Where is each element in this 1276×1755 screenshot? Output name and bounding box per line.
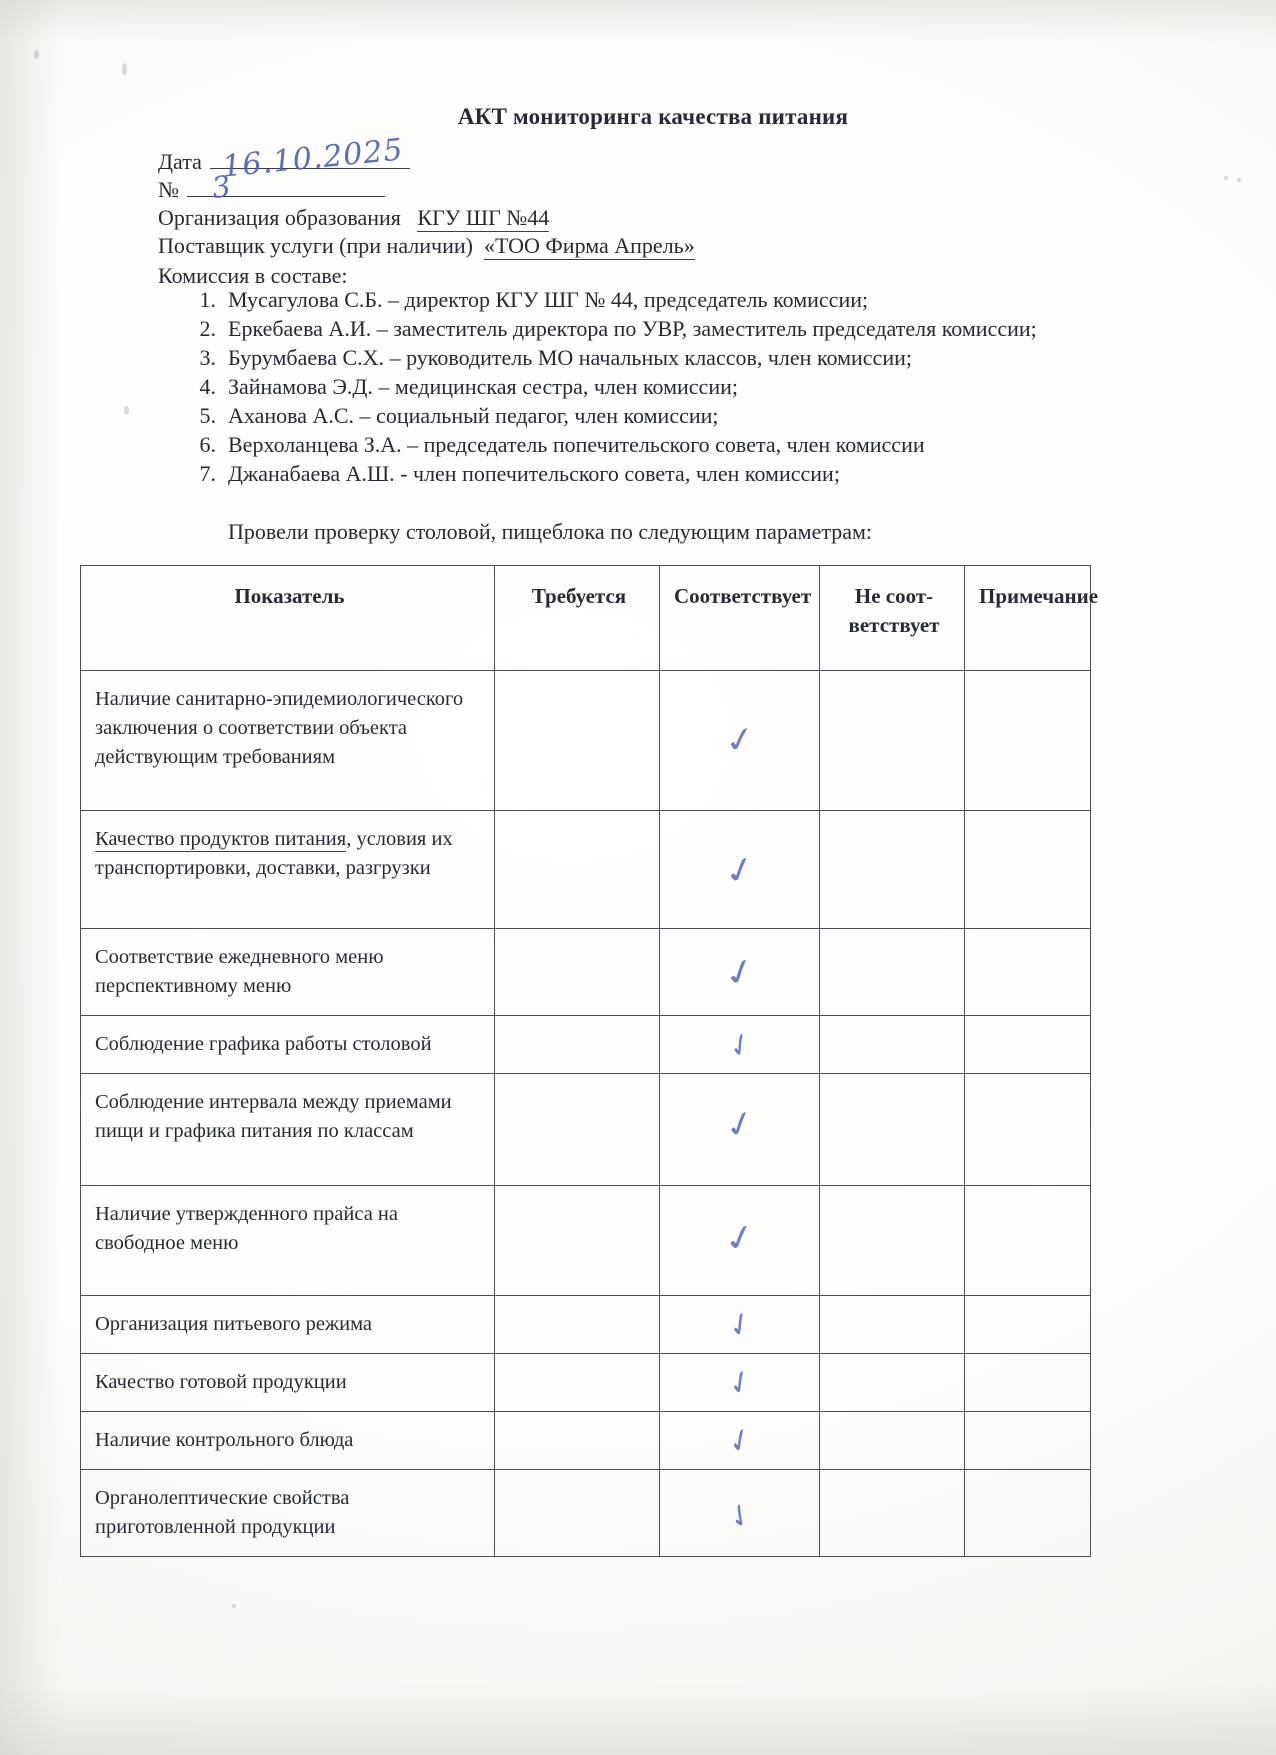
inspection-intro-text: Провели проверку столовой, пищеблока по следующим параметрам: xyxy=(228,519,873,544)
cell-indicator: Наличие санитарно-эпидемиологического заключения о соответствии объекта действующим требованиям xyxy=(81,671,495,811)
cell-required xyxy=(495,929,660,1016)
column-header-compliant: Соответствует xyxy=(660,566,820,671)
handwritten-number: 3 xyxy=(209,168,233,206)
table-row xyxy=(81,1016,1091,1074)
cell-required xyxy=(495,1074,660,1186)
number-label: № xyxy=(158,177,179,202)
table-header-row xyxy=(81,566,1091,671)
list-item-label: Мусагулова С.Б. – директор КГУ ШГ № 44, председатель комиссии; xyxy=(228,287,869,312)
list-item-label: Зайнамова Э.Д. – медицинская сестра, член комиссии; xyxy=(228,374,738,399)
cell-compliant[interactable] xyxy=(660,1470,820,1557)
scan-speck xyxy=(1224,176,1228,180)
commission-label: Комиссия в составе: xyxy=(158,263,348,288)
handwritten-check-icon: ✓ xyxy=(721,1022,758,1067)
cell-non-compliant[interactable] xyxy=(820,811,965,929)
cell-non-compliant[interactable] xyxy=(820,929,965,1016)
cell-required xyxy=(495,671,660,811)
cell-non-compliant[interactable] xyxy=(820,671,965,811)
handwritten-check-icon: ✓ xyxy=(718,1493,761,1538)
cell-indicator: Соответствие ежедневного меню перспективному меню xyxy=(81,929,495,1016)
cell-compliant[interactable] xyxy=(660,1016,820,1074)
column-header-non-compliant: Не соот-ветствует xyxy=(820,566,965,671)
list-item xyxy=(186,372,1086,401)
handwritten-check-icon: ✓ xyxy=(716,947,763,997)
supplier-label: Поставщик услуги (при наличии) xyxy=(158,233,473,258)
date-label: Дата xyxy=(158,149,202,174)
cell-compliant[interactable] xyxy=(660,1412,820,1470)
cell-compliant[interactable] xyxy=(660,1296,820,1354)
cell-indicator-rest: , условия их транспортировки, доставки, разгрузки xyxy=(95,828,453,879)
cell-compliant[interactable] xyxy=(660,1186,820,1296)
list-item-index: 4. xyxy=(199,374,216,399)
table-row xyxy=(81,929,1091,1016)
document-metadata xyxy=(158,148,1078,290)
list-item-index: 3. xyxy=(199,345,216,370)
scan-speck xyxy=(124,406,129,415)
list-item xyxy=(186,343,1086,372)
cell-required xyxy=(495,1296,660,1354)
handwritten-check-icon: ✓ xyxy=(720,1359,759,1405)
table-row xyxy=(81,811,1091,929)
number-fill-line xyxy=(187,196,385,197)
cell-indicator-underlined: Качество продуктов питания xyxy=(95,828,347,850)
list-item xyxy=(186,459,1086,488)
cell-non-compliant[interactable] xyxy=(820,1186,965,1296)
table-row xyxy=(81,1074,1091,1186)
handwritten-check-icon: ✓ xyxy=(719,716,760,762)
cell-required xyxy=(495,1354,660,1412)
list-item-label: Джанабаева А.Ш. - член попечительского совета, член комиссии; xyxy=(228,461,840,486)
column-header-note: Примечание xyxy=(965,566,1091,671)
cell-compliant[interactable] xyxy=(660,1074,820,1186)
list-item-index: 7. xyxy=(199,461,216,486)
list-item-index: 5. xyxy=(199,403,216,428)
cell-non-compliant[interactable] xyxy=(820,1074,965,1186)
handwritten-check-icon: ✓ xyxy=(717,1213,762,1261)
list-item-index: 1. xyxy=(199,287,216,312)
cell-non-compliant[interactable] xyxy=(820,1296,965,1354)
column-header-indicator: Показатель xyxy=(81,566,495,671)
list-item xyxy=(186,285,1086,314)
cell-note[interactable] xyxy=(965,1016,1091,1074)
handwritten-check-icon: ✓ xyxy=(717,845,762,894)
cell-required xyxy=(495,1412,660,1470)
cell-indicator: Организация питьевого режима xyxy=(81,1296,495,1354)
cell-note[interactable] xyxy=(965,671,1091,811)
table-row xyxy=(81,1186,1091,1296)
organization-row xyxy=(158,204,1078,232)
cell-required xyxy=(495,1470,660,1557)
cell-compliant[interactable] xyxy=(660,1354,820,1412)
cell-indicator: Соблюдение графика работы столовой xyxy=(81,1016,495,1074)
cell-note[interactable] xyxy=(965,1186,1091,1296)
cell-compliant[interactable] xyxy=(660,811,820,929)
list-item xyxy=(186,430,1086,459)
monitoring-table xyxy=(80,565,1099,1557)
table-row xyxy=(81,671,1091,811)
cell-note[interactable] xyxy=(965,1354,1091,1412)
cell-required xyxy=(495,1186,660,1296)
list-item xyxy=(186,314,1086,343)
column-header-required: Требуется xyxy=(495,566,660,671)
supplier-value: «ТОО Фирма Апрель» xyxy=(483,233,695,258)
table-row xyxy=(81,1470,1091,1557)
scan-speck xyxy=(232,1604,236,1608)
cell-note[interactable] xyxy=(965,1412,1091,1470)
table-body xyxy=(81,671,1091,1557)
scan-speck xyxy=(1237,178,1241,182)
cell-indicator: Наличие утвержденного прайса на свободное меню xyxy=(81,1186,495,1296)
date-row xyxy=(158,148,1078,176)
list-item-label: Бурумбаева С.Х. – руководитель МО начальных классов, член комиссии; xyxy=(228,345,912,370)
cell-indicator xyxy=(81,811,495,929)
handwritten-check-icon: ✓ xyxy=(720,1301,759,1347)
cell-non-compliant[interactable] xyxy=(820,1354,965,1412)
table-row xyxy=(81,1296,1091,1354)
page-title: АКТ мониторинга качества питания xyxy=(457,104,849,129)
cell-required xyxy=(495,1016,660,1074)
cell-note[interactable] xyxy=(965,1470,1091,1557)
commission-members-list xyxy=(186,285,1086,488)
cell-non-compliant[interactable] xyxy=(820,1412,965,1470)
number-row xyxy=(158,176,1078,204)
cell-note[interactable] xyxy=(965,1074,1091,1186)
cell-note[interactable] xyxy=(965,1296,1091,1354)
table-row xyxy=(81,1412,1091,1470)
handwritten-check-icon: ✓ xyxy=(721,1417,758,1463)
cell-non-compliant[interactable] xyxy=(820,1016,965,1074)
organization-value: КГУ ШГ №44 xyxy=(417,205,550,230)
scan-speck xyxy=(34,50,39,59)
cell-indicator: Органолептические свойства приготовленной продукции xyxy=(81,1470,495,1557)
cell-indicator: Качество готовой продукции xyxy=(81,1354,495,1412)
cell-indicator: Соблюдение интервала между приемами пищи и графика питания по классам xyxy=(81,1074,495,1186)
scan-speck xyxy=(122,63,127,75)
list-item-label: Аханова А.С. – социальный педагог, член комиссии; xyxy=(228,403,719,428)
cell-compliant[interactable] xyxy=(660,671,820,811)
handwritten-check-icon: ✓ xyxy=(717,1099,762,1148)
cell-non-compliant[interactable] xyxy=(820,1470,965,1557)
list-item-label: Еркебаева А.И. – заместитель директора по УВР, заместитель председателя комиссии; xyxy=(228,316,1037,341)
handwritten-date: 16.10.2025 xyxy=(220,132,406,185)
cell-note[interactable] xyxy=(965,811,1091,929)
cell-compliant[interactable] xyxy=(660,929,820,1016)
date-fill-line xyxy=(210,168,410,169)
list-item xyxy=(186,401,1086,430)
supplier-row xyxy=(158,232,1078,260)
table-row xyxy=(81,1354,1091,1412)
organization-label: Организация образования xyxy=(158,205,401,230)
cell-indicator: Наличие контрольного блюда xyxy=(81,1412,495,1470)
list-item-index: 6. xyxy=(199,432,216,457)
cell-required xyxy=(495,811,660,929)
list-item-index: 2. xyxy=(199,316,216,341)
cell-note[interactable] xyxy=(965,929,1091,1016)
list-item-label: Верхоланцева З.А. – председатель попечительского совета, член комиссии xyxy=(228,432,925,457)
